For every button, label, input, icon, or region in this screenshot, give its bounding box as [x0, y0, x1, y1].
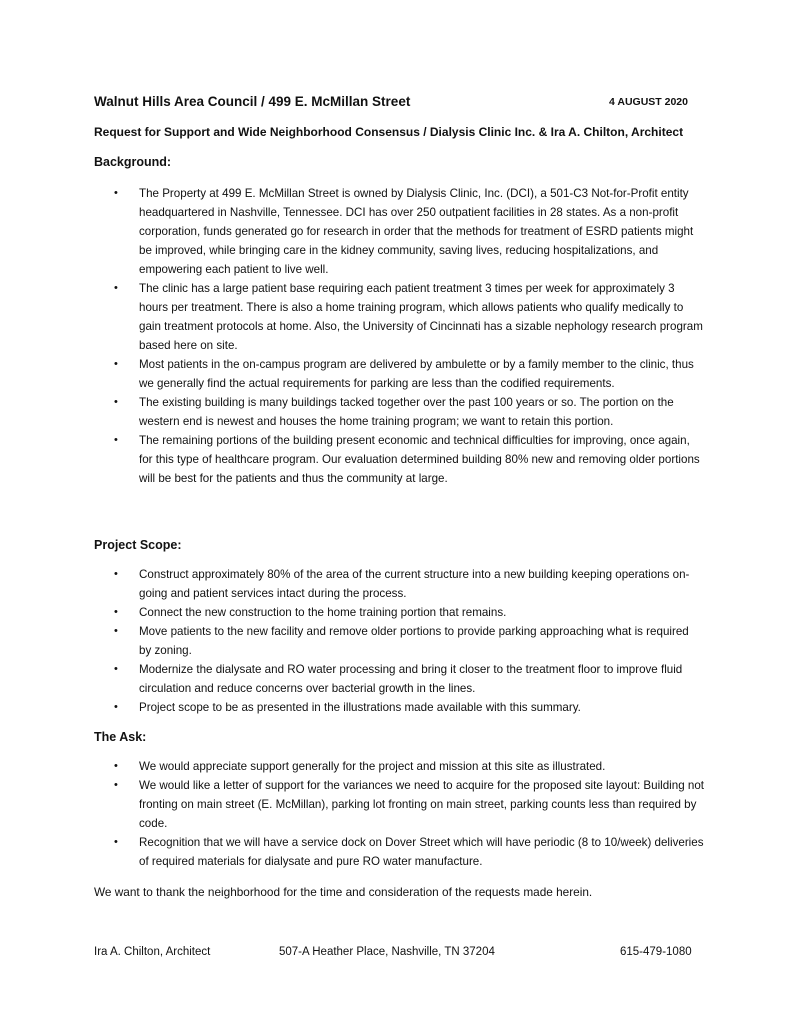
project-scope-heading: Project Scope: [94, 538, 182, 552]
bullet-marker: • [114, 779, 118, 791]
request-subject-line: Request for Support and Wide Neighborhood Consensus / Dialysis Clinic Inc. & Ira A. Chilton, Architect [94, 125, 684, 139]
bullet-marker: • [114, 358, 118, 370]
closing-statement: We want to thank the neighborhood for the time and consideration of the requests made herein. [94, 885, 593, 899]
list-item: • We would appreciate support generally for the project and mission at this site as illustrated. [94, 757, 704, 776]
bullet-marker: • [114, 760, 118, 772]
footer-phone: 615-479-1080 [620, 946, 692, 958]
bullet-marker: • [114, 434, 118, 446]
footer-address: 507-A Heather Place, Nashville, TN 37204 [279, 946, 495, 958]
bullet-marker: • [114, 836, 118, 848]
list-item: • We would like a letter of support for the variances we need to acquire for the proposed site layout: Building not fronting on main street (E. McMillan), parking lot fronting on main street, parking counts less than required by code. [94, 776, 704, 833]
background-list [94, 184, 704, 488]
document-footer [94, 946, 704, 964]
list-item: • Move patients to the new facility and remove older portions to provide parking approaching what is required by zoning. [94, 622, 704, 660]
bullet-marker: • [114, 625, 118, 637]
bullet-marker: • [114, 282, 118, 294]
list-item: • Connect the new construction to the home training portion that remains. [94, 603, 704, 622]
bullet-marker: • [114, 568, 118, 580]
background-heading: Background: [94, 155, 172, 169]
list-item: • The clinic has a large patient base requiring each patient treatment 3 times per week for approximately 3 hours per treatment. There is also a home training program, which allows patients who qualify medically to gain treatment protocols at home. Also, the University of Cincinnati has a sizable nephology research program based here on site. [94, 279, 704, 355]
list-item: • Modernize the dialysate and RO water processing and bring it closer to the treatment floor to improve fluid circulation and reduce concerns over bacterial growth in the lines. [94, 660, 704, 698]
list-item: • Recognition that we will have a service dock on Dover Street which will have periodic (8 to 10/week) deliveries of required materials for dialysate and pure RO water manufacture. [94, 833, 704, 871]
document-header [94, 94, 704, 114]
header-title: Walnut Hills Area Council / 499 E. McMillan Street [94, 94, 411, 109]
bullet-marker: • [114, 701, 118, 713]
bullet-marker: • [114, 396, 118, 408]
footer-name: Ira A. Chilton, Architect [94, 946, 211, 958]
the-ask-list [94, 757, 704, 871]
header-date: 4 AUGUST 2020 [609, 96, 688, 108]
list-item: • The Property at 499 E. McMillan Street is owned by Dialysis Clinic, Inc. (DCI), a 501-C3 Not-for-Profit entity headquartered in Nashville, Tennessee. DCI has over 250 outpatient facilities in 28 states. As a non-profit corporation, funds generated go for research in order that the methods for treatment of ESRD patients might be improved, while bringing care in the kidney community, saving lives, reducing hospitalizations, and empowering each patient to live well. [94, 184, 704, 279]
list-item: • Most patients in the on-campus program are delivered by ambulette or by a family member to the clinic, thus we generally find the actual requirements for parking are less than the codified requirements. [94, 355, 704, 393]
bullet-marker: • [114, 187, 118, 199]
list-item: • Construct approximately 80% of the area of the current structure into a new building keeping operations on-going and patient services intact during the process. [94, 565, 704, 603]
bullet-marker: • [114, 663, 118, 675]
the-ask-heading: The Ask: [94, 730, 147, 744]
list-item: • Project scope to be as presented in the illustrations made available with this summary. [94, 698, 704, 717]
list-item: • The remaining portions of the building present economic and technical difficulties for improving, once again, for this type of healthcare program. Our evaluation determined building 80% new and removing older portions will be best for the patients and thus the community at large. [94, 431, 704, 488]
project-scope-list [94, 565, 704, 717]
list-item: • The existing building is many buildings tacked together over the past 100 years or so. The portion on the western end is newest and houses the home training program; we want to retain this portion. [94, 393, 704, 431]
bullet-marker: • [114, 606, 118, 618]
